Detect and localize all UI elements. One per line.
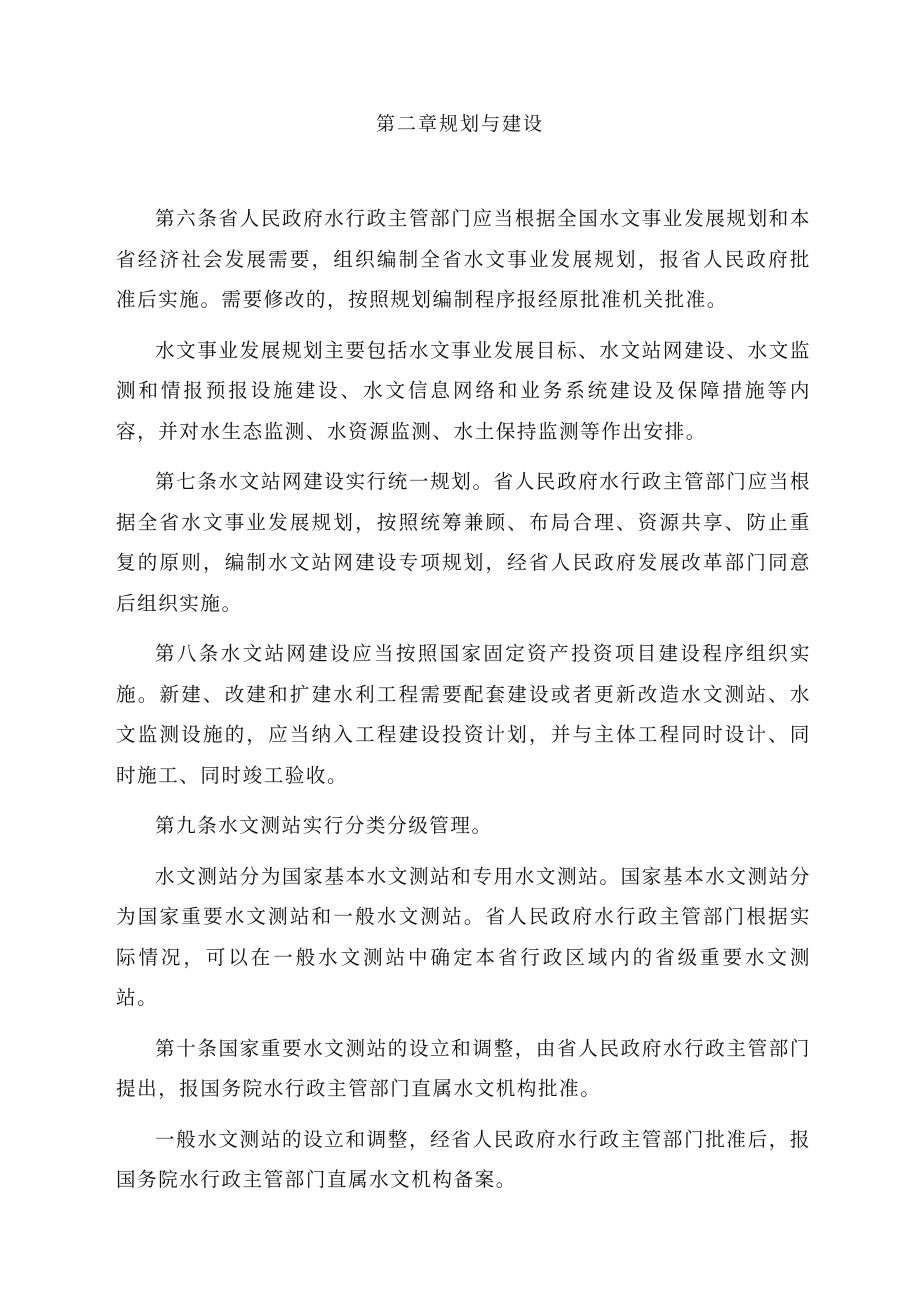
paragraph-general-stations: 一般水文测站的设立和调整，经省人民政府水行政主管部门批准后，报国务院水行政主管部门直属水文机构备案。 [116,1127,811,1191]
paragraph-article-9: 第九条水文测站实行分类分级管理。 [155,814,493,837]
paragraph-plan-content: 水文事业发展规划主要包括水文事业发展目标、水文站网建设、水文监测和情报预报设施建设、水文信息网络和业务系统建设及保障措施等内容，并对水生态监测、水资源监测、水土保持监测等作出安排。 [116,338,811,443]
paragraph-article-8: 第八条水文站网建设应当按照国家固定资产投资项目建设程序组织实施。新建、改建和扩建水利工程需要配套建设或者更新改造水文测站、水文监测设施的，应当纳入工程建设投资计划，并与主体工程同时设计、同时施工、同时竣工验收。 [116,642,811,787]
paragraph-article-7: 第七条水文站网建设实行统一规划。省人民政府水行政主管部门应当根据全省水文事业发展规划，按照统筹兼顾、布局合理、资源共享、防止重复的原则，编制水文站网建设专项规划，经省人民政府发展改革部门同意后组织实施。 [116,470,811,615]
chapter-title: 第二章规划与建设 [375,113,544,135]
paragraph-article-10: 第十条国家重要水文测站的设立和调整，由省人民政府水行政主管部门提出，报国务院水行政主管部门直属水文机构批准。 [116,1036,811,1100]
paragraph-station-types: 水文测站分为国家基本水文测站和专用水文测站。国家基本水文测站分为国家重要水文测站和一般水文测站。省人民政府水行政主管部门根据实际情况，可以在一般水文测站中确定本省行政区域内的省级重要水文测站。 [116,864,811,1009]
document-body [116,199,811,1211]
paragraph-article-6: 第六条省人民政府水行政主管部门应当根据全国水文事业发展规划和本省经济社会发展需要，组织编制全省水文事业发展规划，报省人民政府批准后实施。需要修改的，按照规划编制程序报经原批准机关批准。 [116,207,811,311]
